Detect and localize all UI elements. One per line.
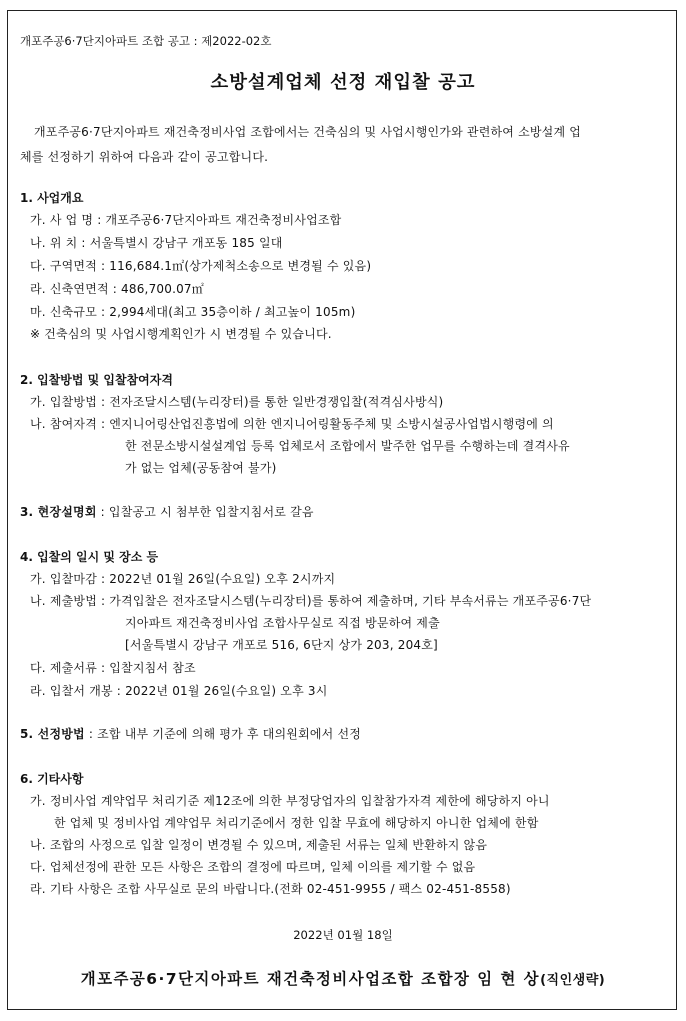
section-4-item: 라. 입찰서 개봉 : 2022년 01월 26일(수요일) 오후 3시 (30, 684, 328, 698)
section-5 (20, 725, 361, 742)
section-2-heading: 2. 입찰방법 및 입찰참여자격 (20, 373, 173, 387)
section-4-address: [서울특별시 강남구 개포로 516, 6단지 상가 203, 204호] (125, 638, 438, 652)
section-4-item: 가. 입찰마감 : 2022년 01월 26일(수요일) 오후 2시까지 (30, 572, 336, 586)
section-4-item: 다. 제출서류 : 입찰지침서 참조 (30, 661, 196, 675)
notice-number: 개포주공6·7단지아파트 조합 공고 : 제2022-02호 (20, 34, 272, 48)
section-1-item: 마. 신축규모 : 2,994세대(최고 35층이하 / 최고높이 105m) (30, 305, 356, 319)
section-2-item-cont: 가 없는 업체(공동참여 불가) (125, 461, 277, 475)
section-5-text: : 조합 내부 기준에 의해 평가 후 대의원회에서 선정 (84, 727, 362, 741)
section-1-item: 나. 위 치 : 서울특별시 강남구 개포동 185 일대 (30, 236, 283, 250)
section-6-heading: 6. 기타사항 (20, 772, 84, 786)
section-6-item: 다. 업체선정에 관한 모든 사항은 조합의 결정에 따르며, 일체 이의를 제기할 수 없음 (30, 860, 476, 874)
section-4-item: 나. 제출방법 : 가격입찰은 전자조달시스템(누리장터)를 통하여 제출하며, 기타 부속서류는 개포주공6·7단 (30, 594, 592, 608)
section-2-item-cont: 한 전문소방시설설계업 등록 업체로서 조합에서 발주한 업무를 수행하는데 결격사유 (125, 439, 570, 453)
section-4-heading: 4. 입찰의 일시 및 장소 등 (20, 550, 159, 564)
section-4-item-cont: 지아파트 재건축정비사업 조합사무실로 직접 방문하여 제출 (125, 616, 440, 630)
page-title: 소방설계업체 선정 재입찰 공고 (210, 72, 476, 93)
section-6-item: 라. 기타 사항은 조합 사무실로 문의 바랍니다.(전화 02-451-9955 / 팩스 02-451-8558) (30, 882, 511, 896)
section-1-heading: 1. 사업개요 (20, 191, 84, 205)
section-5-heading: 5. 선정방법 (20, 727, 85, 741)
signature-line (0, 967, 686, 989)
section-1-item: 다. 구역면적 : 116,684.1㎡(상가제척소송으로 변경될 수 있음) (30, 259, 372, 273)
section-6-item: 나. 조합의 사정으로 입찰 일정이 변경될 수 있으며, 제출된 서류는 일체 반환하지 않음 (30, 838, 488, 852)
section-2-item: 가. 입찰방법 : 전자조달시스템(누리장터)를 통한 일반경쟁입찰(적격심사방식) (30, 395, 444, 409)
seal-note: (직인생략) (540, 973, 606, 988)
section-2-item: 나. 참여자격 : 엔지니어링산업진흥법에 의한 엔지니어링활동주체 및 소방시설공사업법시행령에 의 (30, 417, 554, 431)
section-6-item: 가. 정비사업 계약업무 처리기준 제12조에 의한 부정당업자의 입찰참가자격 제한에 해당하지 아니 (30, 794, 550, 808)
notice-date: 2022년 01월 18일 (293, 928, 393, 942)
section-3-text: : 입찰공고 시 첨부한 입찰지침서로 갈음 (96, 505, 314, 519)
intro-line-2: 체를 선정하기 위하여 다음과 같이 공고합니다. (20, 150, 269, 164)
section-1-item: 라. 신축연면적 : 486,700.07㎡ (30, 282, 204, 296)
section-6-item-cont: 한 업체 및 정비사업 계약업무 처리기준에서 정한 입찰 무효에 해당하지 아니한 업체에 한함 (54, 816, 539, 830)
section-1-note: ※ 건축심의 및 사업시행계획인가 시 변경될 수 있습니다. (30, 327, 332, 341)
intro-line-1: 개포주공6·7단지아파트 재건축정비사업 조합에서는 건축심의 및 사업시행인가와 관련하여 소방설계 업 (34, 125, 582, 139)
section-3-heading: 3. 현장설명회 (20, 505, 97, 519)
section-1-item: 가. 사 업 명 : 개포주공6·7단지아파트 재건축정비사업조합 (30, 213, 342, 227)
signature-text: 개포주공6·7단지아파트 재건축정비사업조합 조합장 임 현 상 (80, 970, 541, 988)
section-3 (20, 503, 314, 520)
